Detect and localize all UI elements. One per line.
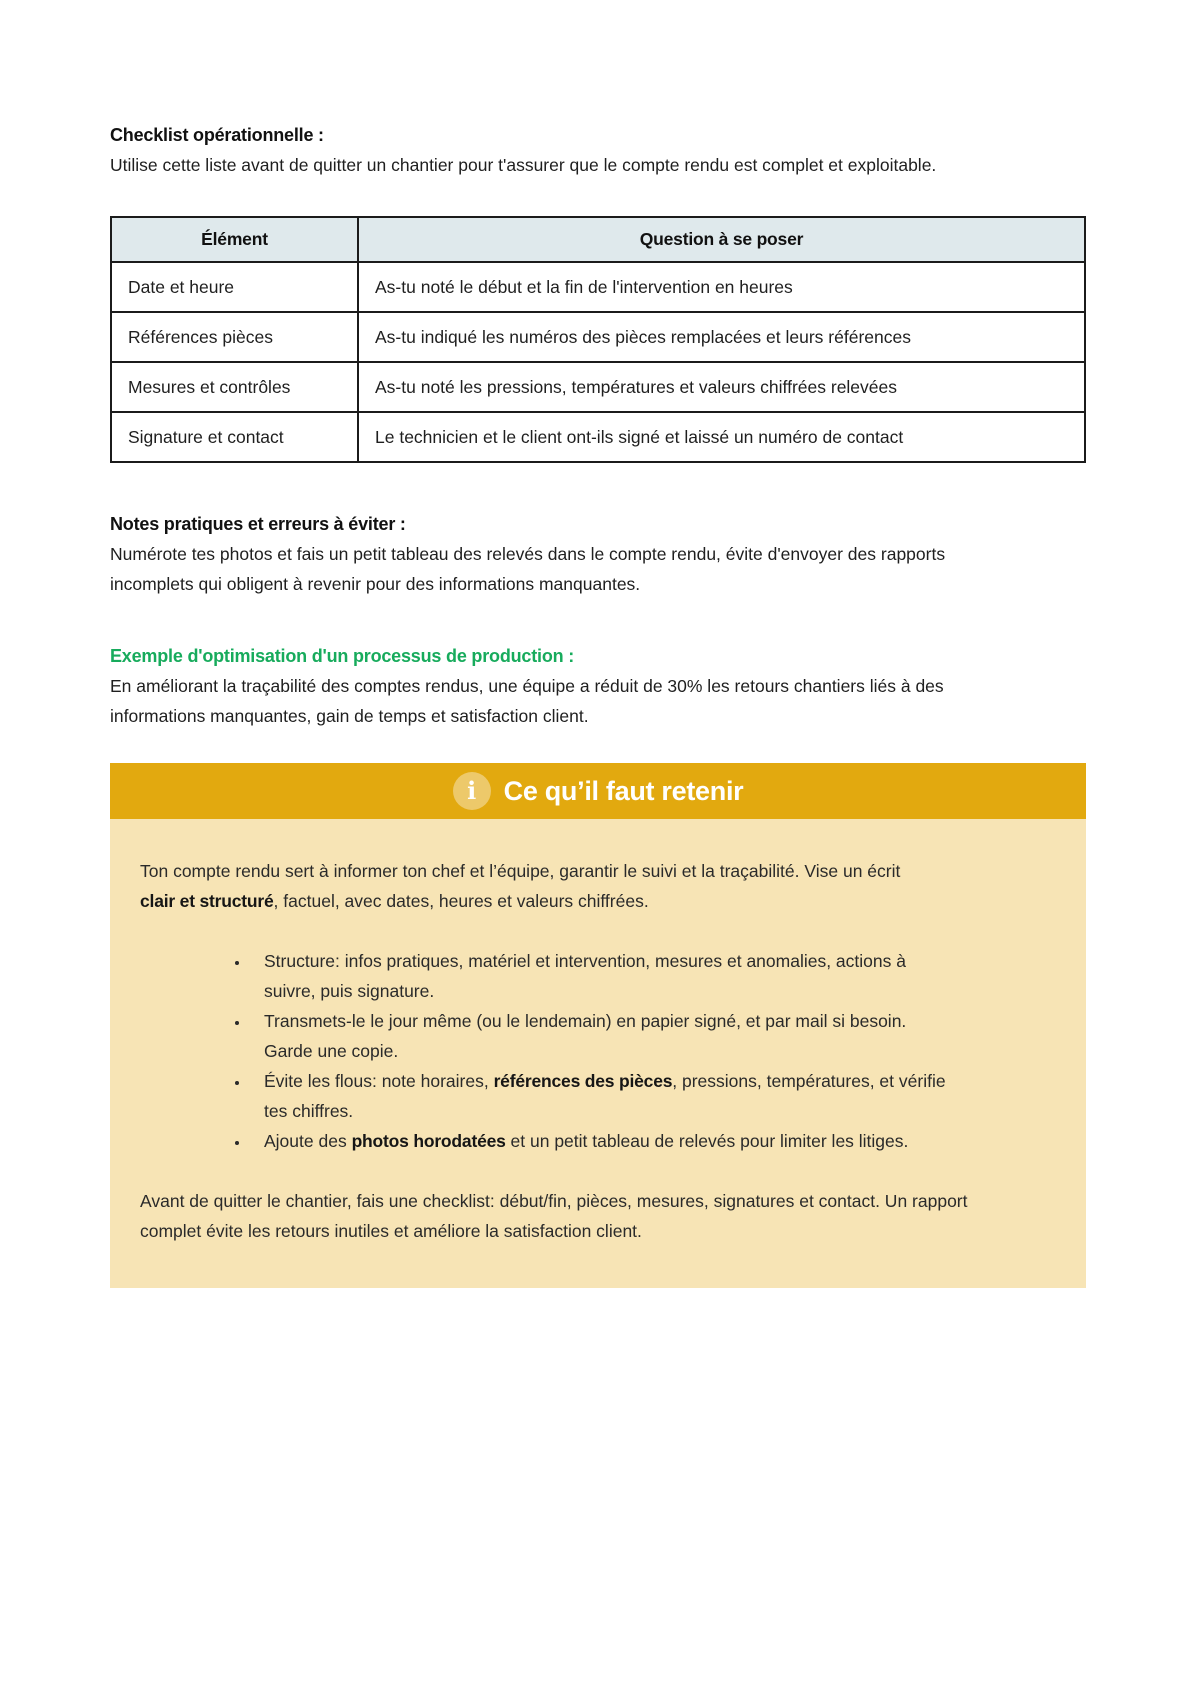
checklist-table	[110, 216, 1086, 463]
callout-banner	[110, 763, 1086, 819]
table-cell-question: Le technicien et le client ont-ils signé et laissé un numéro de contact	[375, 427, 904, 447]
callout-body	[110, 819, 1086, 1288]
key-takeaways-callout	[110, 763, 1086, 1288]
notes-text: Numérote tes photos et fais un petit tableau des relevés dans le compte rendu, évite d'envoyer des rapports incomplets qui obligent à revenir pour des informations manquantes.	[110, 544, 946, 594]
checklist-heading: Checklist opérationnelle :	[110, 125, 324, 145]
callout-title: Ce qu’il faut retenir	[503, 775, 744, 806]
table-header-element: Élément	[111, 217, 358, 262]
table-cell-element: Mesures et contrôles	[128, 377, 291, 397]
callout-outro: Avant de quitter le chantier, fais une checklist: début/fin, pièces, mesures, signatures et contact. Un rapport complet évite les retours inutiles et améliore la satisfaction client.	[140, 1191, 968, 1241]
table-row	[111, 412, 1085, 462]
list-item: • Structure: infos pratiques, matériel et intervention, mesures et anomalies, actions à suivre, puis signature.	[250, 946, 954, 1006]
table-row	[111, 362, 1085, 412]
list-item: • Évite les flous: note horaires, références des pièces, pressions, températures, et vérifie tes chiffres.	[250, 1066, 954, 1126]
notes-heading: Notes pratiques et erreurs à éviter :	[110, 514, 406, 534]
checklist-intro-text: Utilise cette liste avant de quitter un chantier pour t'assurer que le compte rendu est complet et exploitable.	[110, 155, 937, 175]
table-cell-question: As-tu indiqué les numéros des pièces remplacées et leurs références	[375, 327, 911, 347]
example-heading: Exemple d'optimisation d'un processus de production :	[110, 646, 575, 666]
table-row	[111, 312, 1085, 362]
table-cell-question: As-tu noté les pressions, températures et valeurs chiffrées relevées	[375, 377, 898, 397]
table-cell-question: As-tu noté le début et la fin de l'intervention en heures	[375, 277, 793, 297]
table-cell-element: Signature et contact	[128, 427, 284, 447]
table-header-question: Question à se poser	[358, 217, 1085, 262]
table-cell-element: Date et heure	[128, 277, 235, 297]
callout-bullet-list	[140, 946, 1056, 1156]
callout-intro: Ton compte rendu sert à informer ton chef et l’équipe, garantir le suivi et la traçabilité. Vise un écrit clair et structuré, factuel, avec dates, heures et valeurs chiffrées.	[140, 861, 901, 911]
example-text: En améliorant la traçabilité des comptes rendus, une équipe a réduit de 30% les retours chantiers liés à des informations manquantes, gain de temps et satisfaction client.	[110, 676, 944, 726]
list-item: • Ajoute des photos horodatées et un petit tableau de relevés pour limiter les litiges.	[250, 1126, 954, 1156]
table-row	[111, 262, 1085, 312]
table-header-row	[111, 217, 1085, 262]
table-cell-element: Références pièces	[128, 327, 273, 347]
list-item: • Transmets-le le jour même (ou le lendemain) en papier signé, et par mail si besoin. Garde une copie.	[250, 1006, 954, 1066]
info-icon: i	[453, 772, 491, 810]
